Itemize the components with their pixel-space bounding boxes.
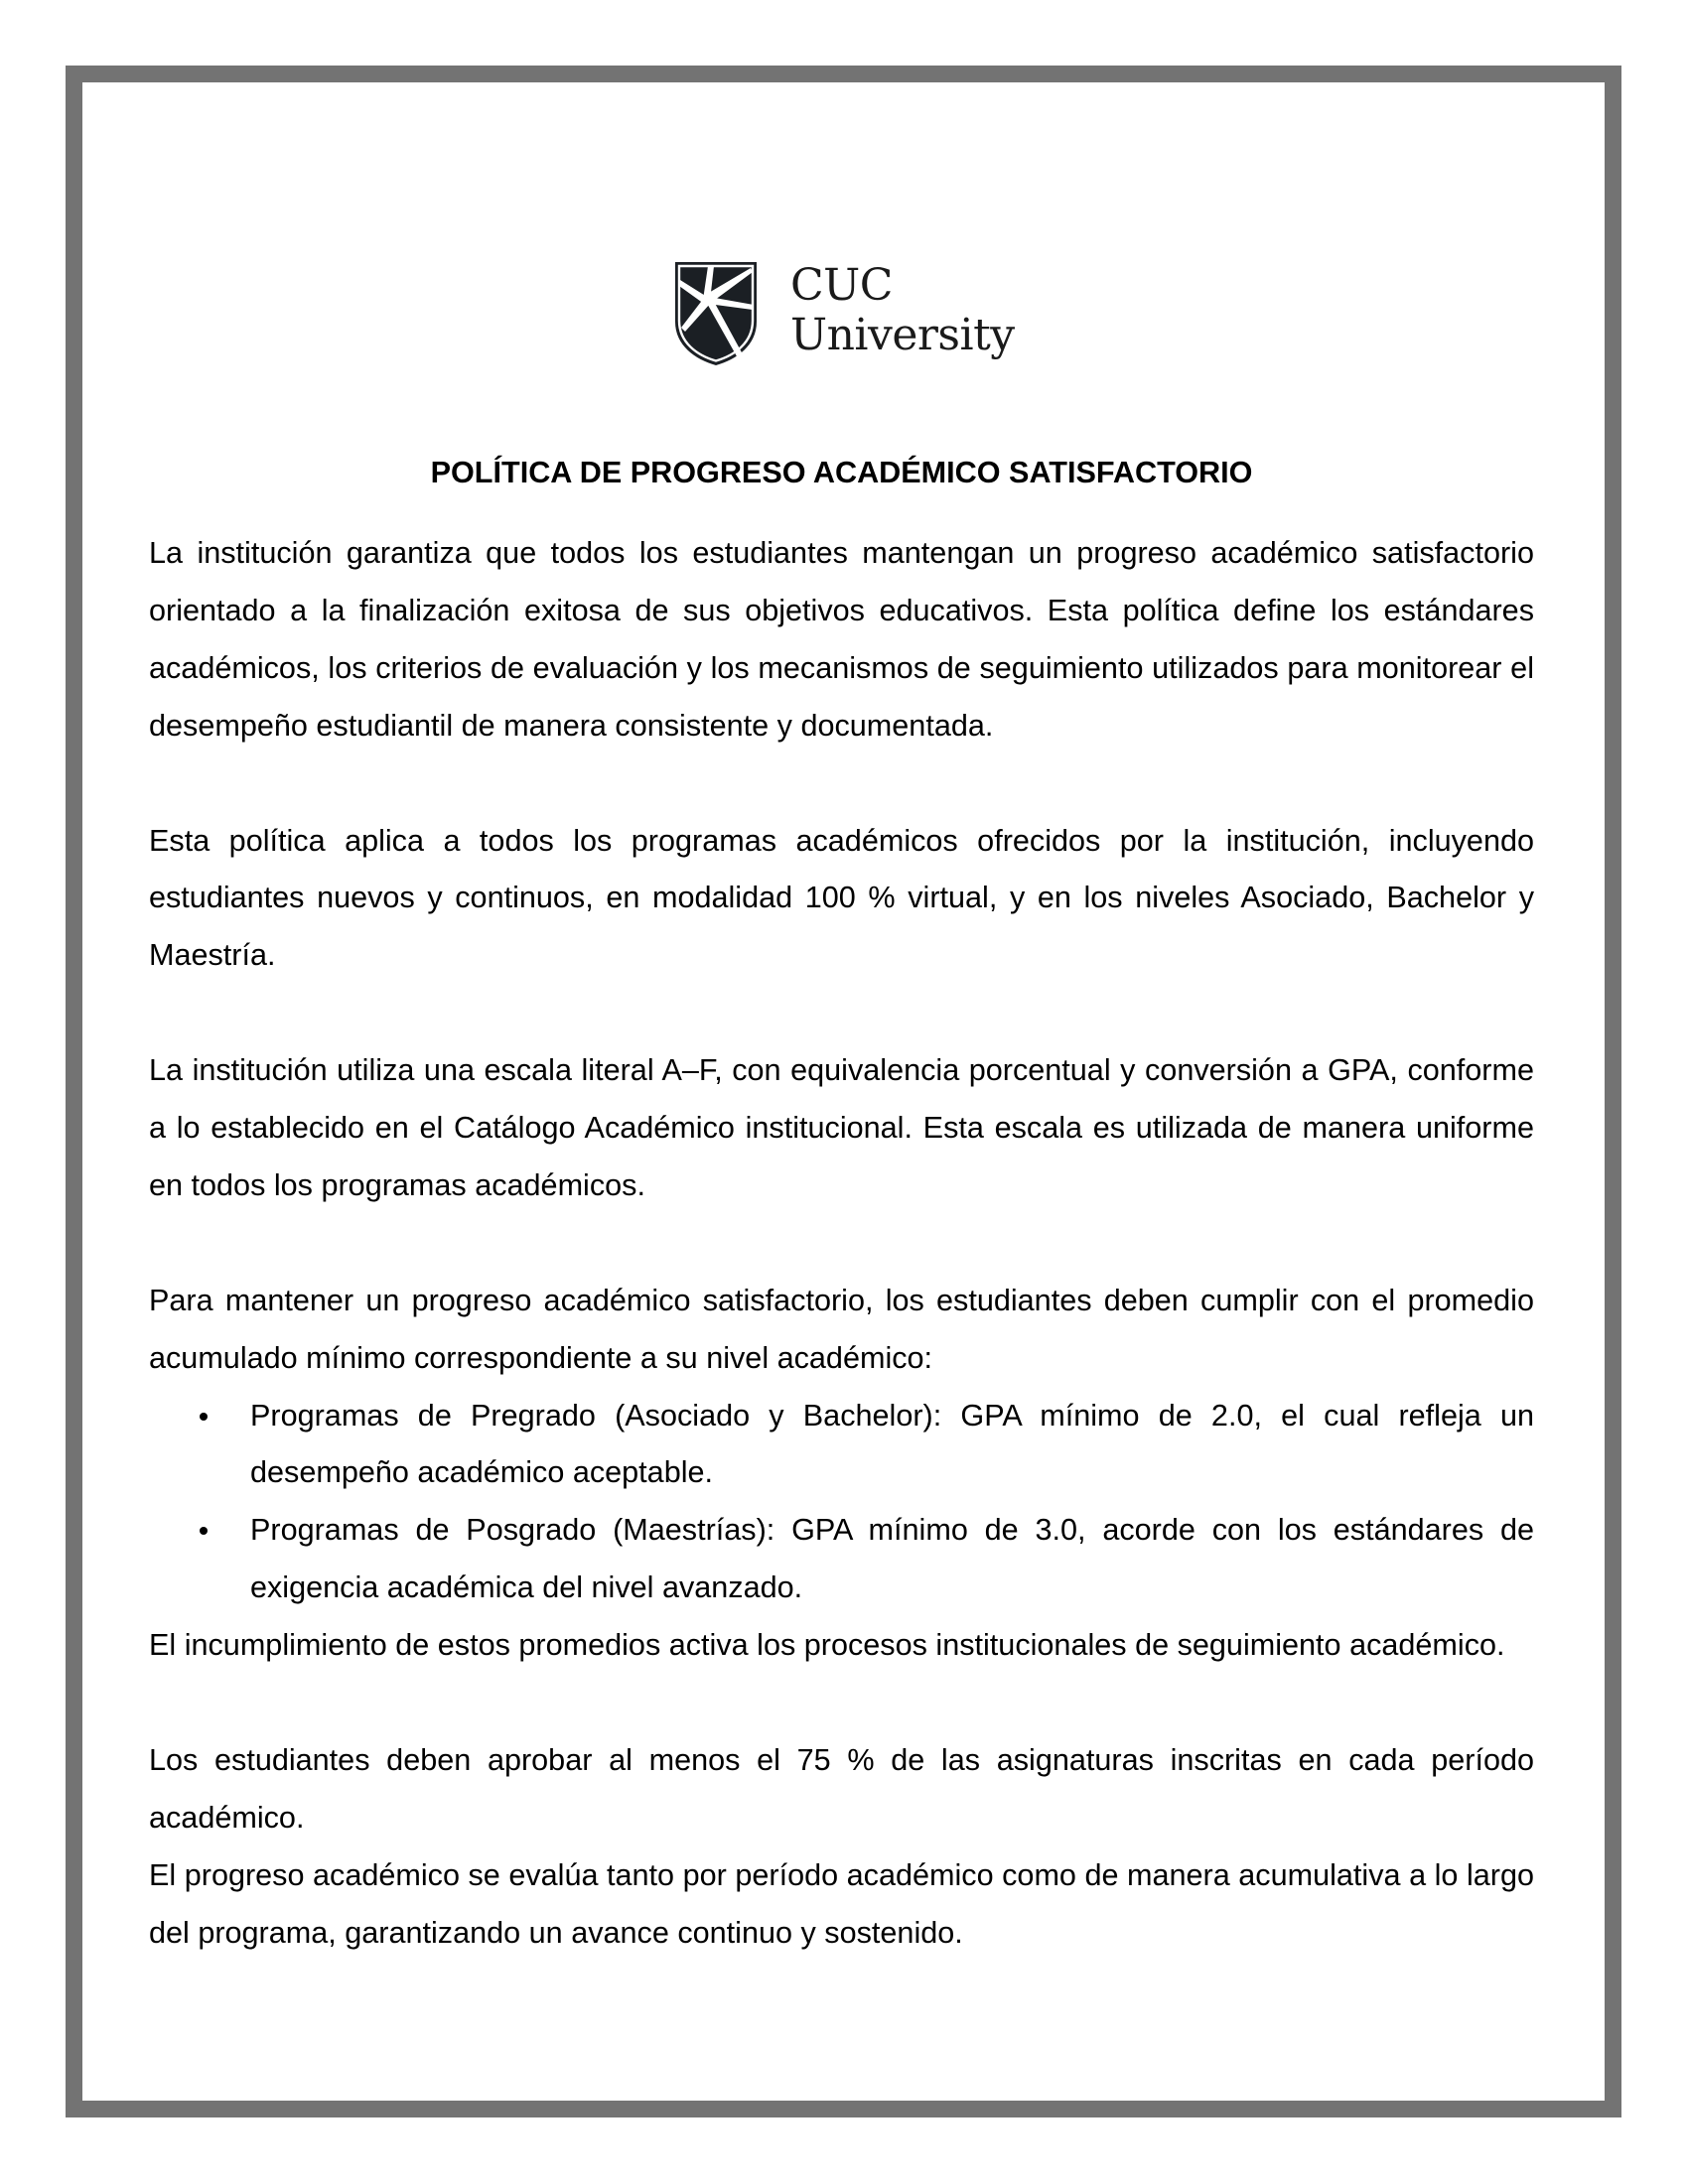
list-item-undergraduate (149, 1388, 1534, 1503)
paragraph-gap (149, 755, 1534, 813)
list-item-graduate (149, 1502, 1534, 1617)
brand-name-line1: CUC (790, 260, 893, 311)
bullet-icon (200, 1413, 208, 1421)
paragraph-noncompliance: El incumplimiento de estos promedios activa los procesos institucionales de seguimiento académico. (149, 1628, 1505, 1663)
paragraph-grading-scale: La institución utiliza una escala literal A–F, con equivalencia porcentual y conversión a GPA, conforme a lo establecido en el Catálogo Académico institucional. Esta escala es utilizada de manera uniforme en todos los programas académicos. (149, 1053, 1534, 1202)
paragraph-pass-rate: Los estudiantes deben aprobar al menos el 75 % de las asignaturas inscritas en cada período académico. (149, 1742, 1534, 1835)
paragraph-gap (149, 985, 1534, 1042)
paragraph-scope: Esta política aplica a todos los programas académicos ofrecidos por la institución, incluyendo estudiantes nuevos y continuos, en modalidad 100 % virtual, y en los niveles Asociado, Bachelor y Maestría. (149, 823, 1534, 973)
paragraph-gap (149, 1675, 1534, 1732)
shield-star-icon (673, 260, 759, 367)
gpa-requirements-list (149, 1388, 1534, 1618)
bullet-icon (200, 1527, 208, 1535)
paragraph-purpose: La institución garantiza que todos los estudiantes mantengan un progreso académico satisfactorio orientado a la finalización exitosa de sus objetivos educativos. Esta política define los estándares académicos, los criterios de evaluación y los mecanismos de seguimiento utilizados para monitorear el desempeño estudiantil de manera consistente y documentada. (149, 536, 1534, 743)
document-body (149, 525, 1534, 1963)
document-title: POLÍTICA DE PROGRESO ACADÉMICO SATISFACTORIO (430, 456, 1253, 489)
paragraph-gpa-intro: Para mantener un progreso académico satisfactorio, los estudiantes deben cumplir con el promedio acumulado mínimo correspondiente a su nivel académico: (149, 1283, 1534, 1375)
university-logo (671, 260, 1039, 369)
list-item-text: Programas de Pregrado (Asociado y Bachelor): GPA mínimo de 2.0, el cual refleja un desempeño académico aceptable. (250, 1398, 1534, 1490)
brand-name-line2: University (790, 310, 1015, 360)
list-item-text: Programas de Posgrado (Maestrías): GPA mínimo de 3.0, acorde con los estándares de exigencia académica del nivel avanzado. (250, 1513, 1534, 1605)
paragraph-evaluation: El progreso académico se evalúa tanto por período académico como de manera acumulativa a lo largo del programa, garantizando un avance continuo y sostenido. (149, 1857, 1534, 1950)
paragraph-gap (149, 1215, 1534, 1273)
